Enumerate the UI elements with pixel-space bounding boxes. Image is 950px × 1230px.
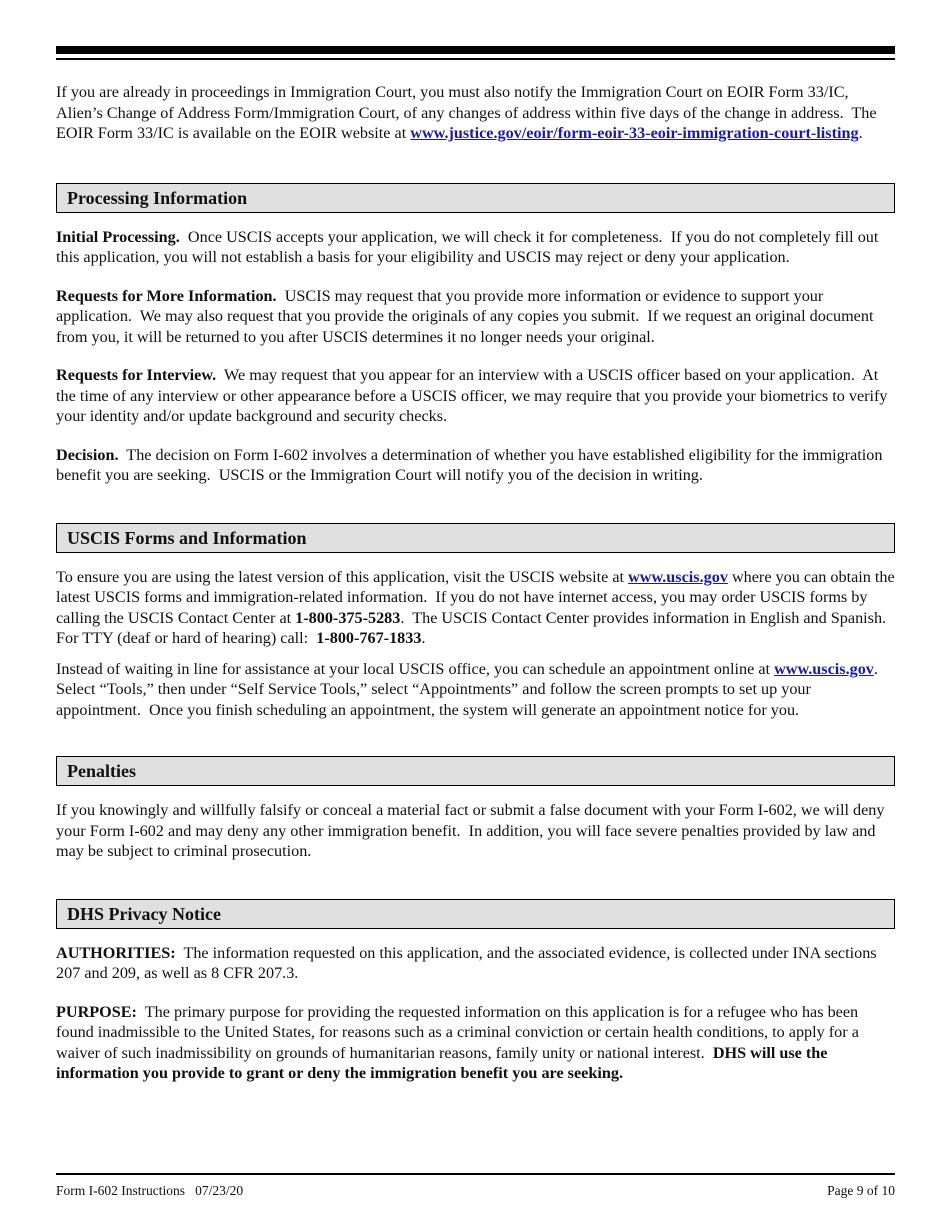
uscis-link-2[interactable]: www.uscis.gov: [774, 659, 874, 678]
more-info-paragraph: Requests for More Information. USCIS may request that you provide more information or evidence to support your application. We may also request that you provide the originals of any copies you submit. If we request an original document from you, it will be returned to you after USCIS determines it no longer needs your original.: [56, 286, 878, 346]
tty-phone: 1-800-767-1833: [316, 629, 422, 647]
uscis-link-1[interactable]: www.uscis.gov: [628, 567, 728, 586]
section-heading-penalties: Penalties: [56, 756, 895, 786]
authorities-paragraph: AUTHORITIES: The information requested on this application, and the associated evidence, is collected under INA sections 207 and 209, as well as 8 CFR 207.3.: [56, 943, 881, 982]
footer-page-number: Page 9 of 10: [827, 1183, 895, 1198]
section-heading-forms: USCIS Forms and Information: [56, 523, 895, 553]
interview-paragraph: Requests for Interview. We may request that you appear for an interview with a USCIS officer based on your application. At the time of any interview or other appearance before a USCIS officer, we may require that you provide your biometrics to verify your identity and/or update background and security checks.: [56, 366, 892, 425]
document-page: [56, 46, 899, 1084]
section-heading-processing: Processing Information: [56, 183, 895, 213]
section-heading-privacy: DHS Privacy Notice: [56, 899, 895, 929]
top-rule: [56, 46, 895, 54]
initial-processing-paragraph: Initial Processing. Once USCIS accepts your application, we will check it for completeness. If you do not completely fill out this application, you will not establish a basis for your eligibility and USCIS may reject or deny your application.: [56, 227, 883, 266]
purpose-paragraph: PURPOSE: The primary purpose for providing the requested information on this application is for a refugee who has been found inadmissible to the United States, for reasons such as a criminal conviction or certain health conditions, to apply for a waiver of such inadmissibility on grounds of humanitarian reasons, family unity or national interest. DHS will use the information you provide to grant or deny the immigration benefit you are seeking.: [56, 1002, 863, 1082]
decision-paragraph: Decision. The decision on Form I-602 involves a determination of whether you have established eligibility for the immigration benefit you are seeking. USCIS or the Immigration Court will notify you of the decision in writing.: [56, 445, 887, 484]
forms-paragraph-1: To ensure you are using the latest version of this application, visit the USCIS website at www.uscis.gov where you can obtain the latest USCIS forms and immigration-related information. If you do not have internet access, you may order USCIS forms by calling the USCIS Contact Center at 1-800-375-5283. The USCIS Contact Center provides information in English and Spanish. For TTY (deaf or hard of hearing) call: 1-800-767-1833.: [56, 567, 899, 647]
footer-form-id: Form I-602 Instructions 07/23/20: [56, 1183, 244, 1198]
intro-paragraph: If you are already in proceedings in Immigration Court, you must also notify the Immigration Court on EOIR Form 33/IC, Alien’s Change of Address Form/Immigration Court, of any changes of address within five days of the change in address. The EOIR Form 33/IC is available on the EOIR website at www.justice.gov/eoir/form-eoir-33-eoir-immigration-court-listing.: [56, 83, 881, 142]
contact-center-phone: 1-800-375-5283: [295, 608, 401, 627]
forms-paragraph-2: Instead of waiting in line for assistance at your local USCIS office, you can schedule an appointment online at www.uscis.gov. Select “Tools,” then under “Self Service Tools,” select “Appointments” and follow the screen prompts to set up your appointment. Once you finish scheduling an appointment, the system will generate an appointment notice for you.: [56, 659, 887, 719]
eoir-link[interactable]: www.justice.gov/eoir/form-eoir-33-eoir-immigration-court-listing: [410, 124, 859, 142]
top-rule-thin: [56, 58, 895, 60]
footer-rule: [56, 1173, 895, 1175]
penalties-paragraph: If you knowingly and willfully falsify or conceal a material fact or submit a false document with your Form I-602, we will deny your Form I-602 and may deny any other immigration benefit. In addition, you will face severe penalties provided by law and may be subject to criminal prosecution.: [56, 801, 889, 860]
